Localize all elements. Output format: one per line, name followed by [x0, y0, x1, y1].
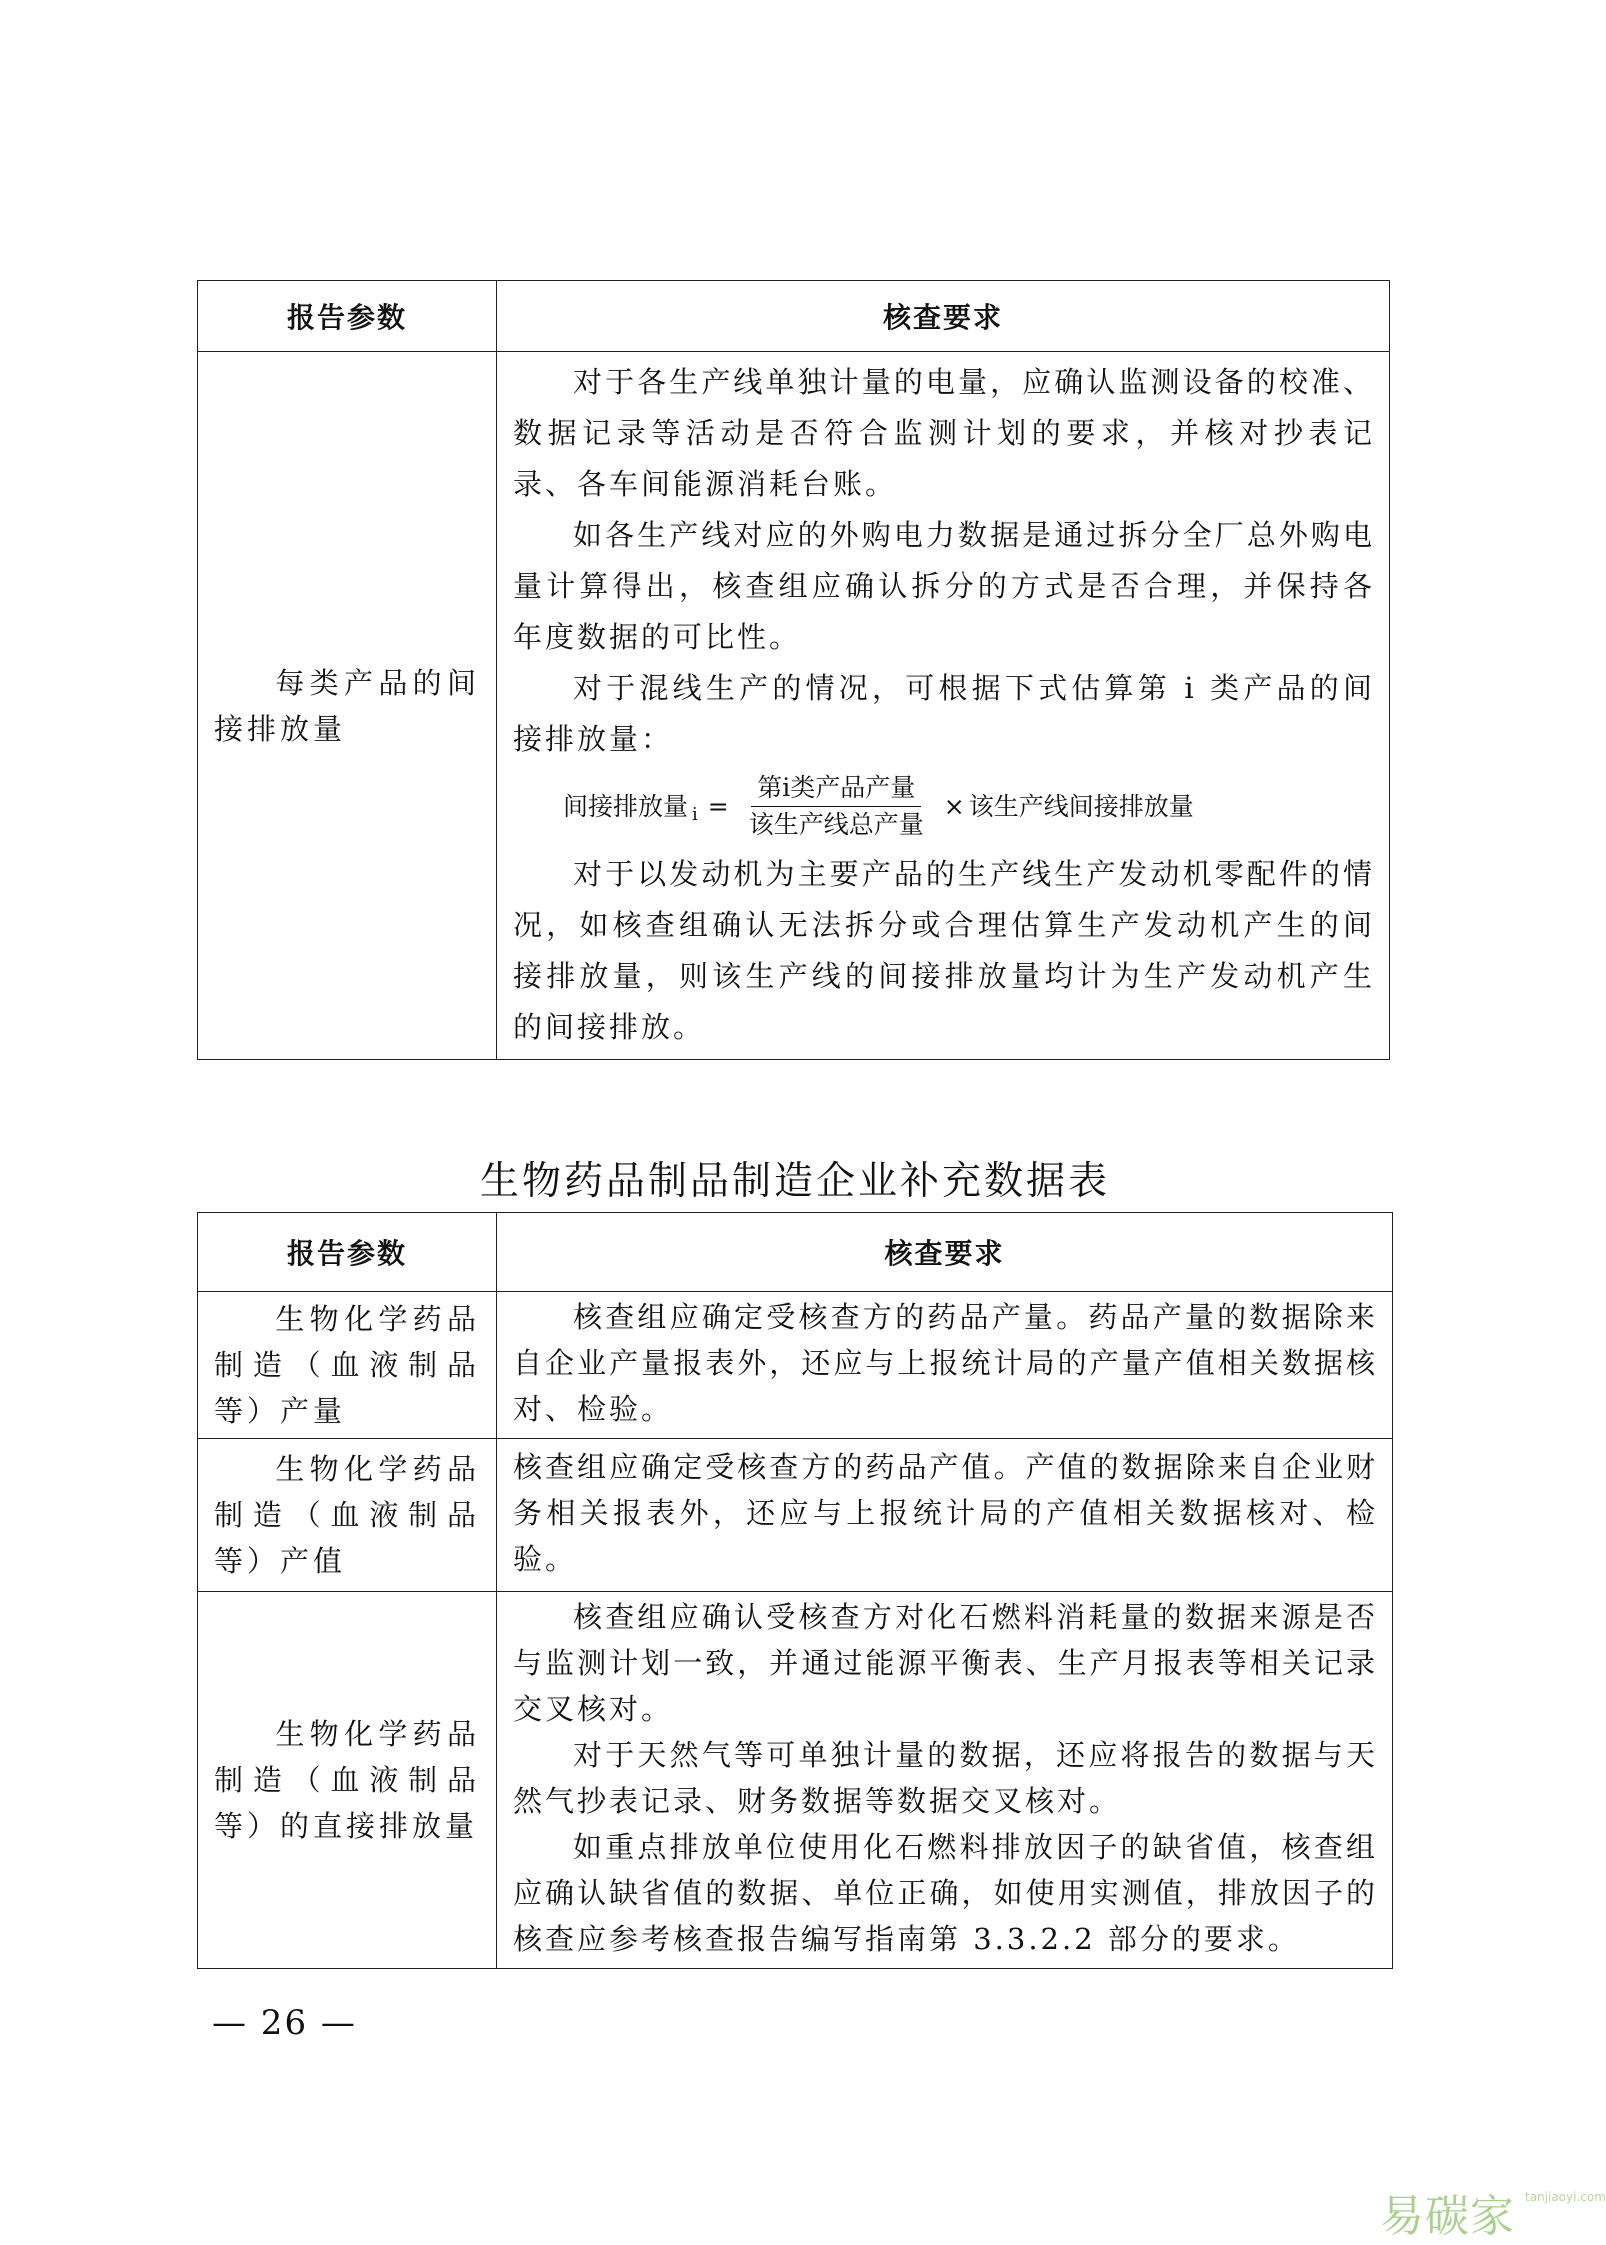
formula-equals: = [707, 792, 729, 821]
watermark-url: tanjiaoyi.com [1525, 2190, 1606, 2204]
row-label [198, 352, 497, 1060]
paragraph: 对于混线生产的情况，可根据下式估算第 i 类产品的间接排放量： [513, 670, 1375, 756]
paragraph: 如各生产线对应的外购电力数据是通过拆分全厂总外购电量计算得出，核查组应确认拆分的方式是否合理，并保持各年度数据的可比性。 [513, 517, 1375, 654]
watermark-logo [1380, 2180, 1606, 2242]
watermark-text: 易碳家 [1380, 2191, 1515, 2242]
bio-pharma-table [197, 1212, 1393, 1969]
formula-denominator: 该生产线总产量 [748, 810, 924, 839]
formula-times: × [943, 792, 965, 821]
header-param: 报告参数 [198, 281, 497, 352]
row-requirement [497, 1292, 1393, 1439]
page-number: — 26 — [212, 2003, 357, 2043]
row-label [198, 1292, 497, 1439]
header-param: 报告参数 [198, 1213, 497, 1292]
paragraph: 对于以发动机为主要产品的生产线生产发动机零配件的情况，如核查组确认无法拆分或合理估算生产发动机产生的间接排放量，则该生产线的间接排放量均计为生产发动机产生的间接排放。 [513, 856, 1375, 1044]
row-label-text: 生物化学药品制造（血液制品等）的直接排放量 [214, 1717, 480, 1843]
row-label-text: 生物化学药品制造（血液制品等）产量 [214, 1302, 480, 1428]
table-header-row [198, 1213, 1393, 1292]
formula-rhs: 该生产线间接排放量 [968, 792, 1194, 821]
formula-subscript: i [692, 804, 698, 825]
row-label-text: 每类产品的间接排放量 [214, 665, 480, 746]
formula-numerator: 第i类产品产量 [751, 772, 921, 807]
table-row [198, 1439, 1393, 1592]
paragraph: 核查组应确定受核查方的药品产量。药品产量的数据除来自企业产量报表外，还应与上报统计局的产量产值相关数据核对、检验。 [513, 1300, 1378, 1426]
table-header-row [198, 281, 1390, 352]
row-requirement [497, 1439, 1393, 1592]
row-label-text: 生物化学药品制造（血液制品等）产值 [214, 1452, 480, 1578]
indirect-emission-table [197, 280, 1390, 1060]
paragraph: 对于各生产线单独计量的电量，应确认监测设备的校准、数据记录等活动是否符合监测计划的要求，并核对抄表记录、各车间能源消耗台账。 [513, 364, 1375, 501]
formula-fraction [743, 772, 930, 841]
table-row [198, 1292, 1393, 1439]
paragraph: 核查组应确认受核查方对化石燃料消耗量的数据来源是否与监测计划一致，并通过能源平衡表、生产月报表等相关记录交叉核对。 [513, 1600, 1378, 1726]
row-requirement [497, 352, 1390, 1060]
formula-lhs: 间接排放量 [563, 792, 689, 821]
formula [513, 765, 1375, 849]
table-row [198, 352, 1390, 1060]
paragraph: 核查组应确定受核查方的药品产值。产值的数据除来自企业财务相关报表外，还应与上报统计局的产值相关数据核对、检验。 [513, 1450, 1378, 1576]
row-label [198, 1592, 497, 1969]
paragraph: 对于天然气等可单独计量的数据，还应将报告的数据与天然气抄表记录、财务数据等数据交叉核对。 [513, 1738, 1378, 1818]
paragraph: 如重点排放单位使用化石燃料排放因子的缺省值，核查组应确认缺省值的数据、单位正确，如使用实测值，排放因子的核查应参考核查报告编写指南第 3.3.2.2 部分的要求。 [513, 1830, 1378, 1956]
row-label [198, 1439, 497, 1592]
table-row [198, 1592, 1393, 1969]
section-title: 生物药品制品制造企业补充数据表 [479, 1159, 1110, 1204]
row-requirement [497, 1592, 1393, 1969]
header-requirement: 核查要求 [497, 1213, 1393, 1292]
header-requirement: 核查要求 [497, 281, 1390, 352]
